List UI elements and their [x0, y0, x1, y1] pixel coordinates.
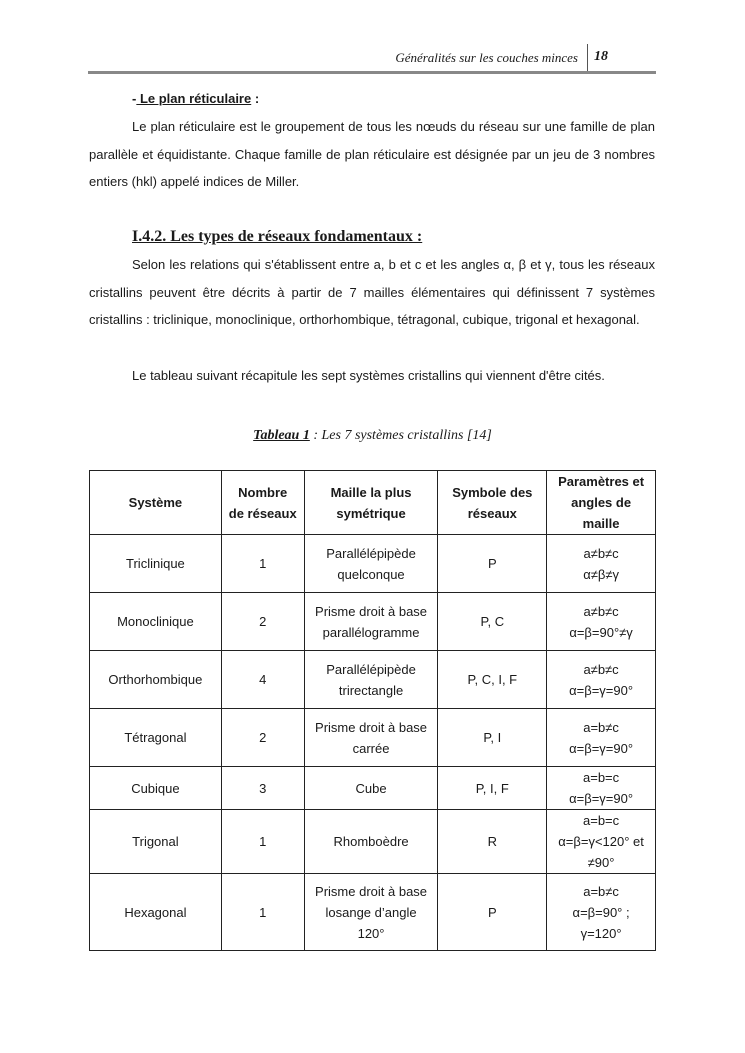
table-row	[90, 767, 656, 810]
cell-systeme: Trigonal	[90, 810, 222, 874]
cell-systeme: Tétragonal	[90, 709, 222, 767]
header-maille: Maille la plus symétrique	[304, 471, 438, 535]
header-parametres: Paramètres et angles de maille	[547, 471, 656, 535]
cell-param: a=b≠c α=β=γ=90°	[547, 709, 656, 767]
table-row	[90, 651, 656, 709]
table-caption	[0, 428, 745, 444]
section-title: I.4.2. Les types de réseaux fondamentaux :	[132, 228, 423, 245]
cell-param: a=b=c α=β=γ<120° et ≠90°	[547, 810, 656, 874]
cell-systeme: Monoclinique	[90, 593, 222, 651]
header-nombre: Nombre de réseaux	[221, 471, 304, 535]
cell-symbole: P	[438, 874, 547, 951]
table-row	[90, 709, 656, 767]
cell-param: a=b≠c α=β=90° ; γ=120°	[547, 874, 656, 951]
table-header-row	[90, 471, 656, 535]
plan-paragraph: Le plan réticulaire est le groupement de tous les nœuds du réseau sur une famille de plan parallèle et équidistante. Chaque famille de plan réticulaire est désignée par un jeu de 3 nombres entiers (hkl) appelé indices de Miller.	[89, 119, 655, 189]
cell-maille: Cube	[304, 767, 438, 810]
table-caption-text: : Les 7 systèmes cristallins [14]	[309, 428, 492, 443]
cell-nombre: 1	[221, 810, 304, 874]
cell-nombre: 4	[221, 651, 304, 709]
cell-nombre: 1	[221, 874, 304, 951]
cell-symbole: R	[438, 810, 547, 874]
page-number: 18	[594, 49, 608, 64]
cell-systeme: Triclinique	[90, 535, 222, 593]
plan-dash: -	[132, 91, 137, 106]
cell-param: a≠b≠c α=β=γ=90°	[547, 651, 656, 709]
crystal-systems-table	[89, 470, 656, 951]
page-header	[88, 42, 656, 72]
cell-param: a≠b≠c α≠β≠γ	[547, 535, 656, 593]
header-symbole: Symbole des réseaux	[438, 471, 547, 535]
cell-symbole: P, I, F	[438, 767, 547, 810]
plan-colon: :	[251, 91, 260, 106]
cell-symbole: P, I	[438, 709, 547, 767]
cell-maille: Parallélépipède quelconque	[304, 535, 438, 593]
header-separator	[587, 44, 588, 72]
cell-maille: Prisme droit à base losange d’angle 120°	[304, 874, 438, 951]
cell-systeme: Orthorhombique	[90, 651, 222, 709]
header-systeme: Système	[90, 471, 222, 535]
table-row	[90, 810, 656, 874]
cell-systeme: Hexagonal	[90, 874, 222, 951]
plan-subheading	[132, 91, 259, 106]
cell-param: a=b=c α=β=γ=90°	[547, 767, 656, 810]
table-caption-label: Tableau 1	[253, 428, 310, 443]
table-row	[90, 593, 656, 651]
table-row	[90, 874, 656, 951]
cell-symbole: P, C	[438, 593, 547, 651]
cell-nombre: 2	[221, 593, 304, 651]
cell-systeme: Cubique	[90, 767, 222, 810]
plan-title: Le plan réticulaire	[136, 91, 252, 106]
cell-maille: Prisme droit à base carrée	[304, 709, 438, 767]
cell-maille: Prisme droit à base parallélogramme	[304, 593, 438, 651]
cell-maille: Rhomboèdre	[304, 810, 438, 874]
cell-param: a≠b≠c α=β=90°≠γ	[547, 593, 656, 651]
cell-nombre: 2	[221, 709, 304, 767]
cell-maille: Parallélépipède trirectangle	[304, 651, 438, 709]
header-title: Généralités sur les couches minces	[395, 50, 578, 65]
table-row	[90, 535, 656, 593]
section-paragraph-2: Le tableau suivant récapitule les sept systèmes cristallins qui viennent d'être cités.	[132, 368, 605, 383]
cell-nombre: 1	[221, 535, 304, 593]
cell-symbole: P, C, I, F	[438, 651, 547, 709]
cell-nombre: 3	[221, 767, 304, 810]
header-rule	[88, 71, 656, 74]
section-paragraph-1: Selon les relations qui s'établissent entre a, b et c et les angles α, β et γ, tous les réseaux cristallins peuvent être décrits à partir de 7 mailles élémentaires qui définissent 7 systèmes cristallins : triclinique, monoclinique, orthorhombique, tétragonal, cubique, trigonal et hexagonal.	[89, 257, 655, 327]
cell-symbole: P	[438, 535, 547, 593]
